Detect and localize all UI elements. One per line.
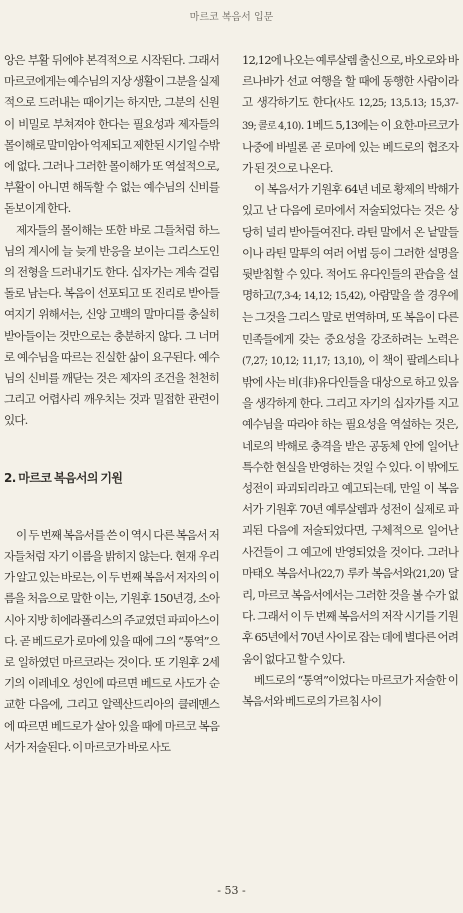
paragraph: 베드로의 “통역”이었다는 마르코가 저술한 이 복음서와 베드로의 가르침 사이	[242, 672, 458, 709]
right-column	[242, 50, 458, 712]
running-header: 마르코 복음서 입문	[189, 12, 274, 23]
paragraph-text: , 아람말을 쓸 경우에는 그것을 그리스 말로 번역하며, 또 복음이 다른 민족들에게 갖는 중요성을 강조하려는 노력은	[242, 288, 458, 346]
paragraph: 제자들의 몰이해는 또한 바로 그들처럼 하느님의 계시에 늘 늦게 반응을 보이는 그리스도인의 전형을 드러내기도 한다. 십자가는 계속 걸림돌로 남는다. 복음이 선포되고 또 진리로 받아들여지기 위해서는, 신앙 고백의 말마디를 충실히 받아들이는 것만으로는 충분하지 않다. 그 너머로 예수님을 따르는 진실한 삶이 요구된다. 예수님의 신비를 깨닫는 것은 제자의 조건을 천천히 그리고 어렵사리 깨우치는 것과 밀접한 관련이 있다.	[4, 222, 219, 428]
scripture-citation: (22,7)	[317, 568, 344, 580]
paragraph	[242, 179, 458, 670]
paragraph: 이 두 번째 복음서를 쓴 이 역시 다른 복음서 저자들처럼 자기 이름을 밝히지 않는다. 현재 우리가 알고 있는 바로는, 이 두 번째 복음서 저자의 이름을 처음으로 말한 이는, 기원후 150년경, 소아시아 지방 히에라폴리스의 주교였던 파피아스이다. 곧 베드로가 로마에 있을 때에 그의 “통역”으로 일하였던 마르코라는 것이다. 또 기원후 2세기의 이레네오 성인에 따르면 베드로 사도가 순교한 다음에, 그리고 알렉산드리아의 클레멘스에 따르면 베드로가 살아 있을 때에 마르코 복음서가 저술된다. 이 마르코가 바로 사도	[4, 527, 219, 754]
paragraph-text: 달리, 마르코 복음서에서는 그러한 것을 볼 수가 없다. 그래서 이 두 번째 복음서의 저작 시기를 기원후 65년에서 70년 사이로 잡는 데에 별다른 어려움이 없다고 할 수 있다.	[242, 565, 459, 666]
scripture-citation: (7,3-4; 14,12; 15,42)	[272, 291, 363, 303]
paragraph: 앙은 부활 뒤에야 본격적으로 시작된다. 그래서 마르코에게는 예수님의 지상 생활이 그분을 실제적으로 드러내는 때이기는 하지만, 그분의 신원이 비밀로 부쳐져야 한다는 필요성과 제자들의 몰이해로 말미암아 억제되고 제한된 시기일 수밖에 없다. 그러나 그러한 몰이해가 또 역설적으로, 부활이 아니면 해독할 수 없는 예수님의 신비를 돋보이게 한다.	[4, 53, 219, 216]
section-heading: 2. 마르코 복음서의 기원	[4, 470, 123, 485]
page-number: - 53 -	[217, 884, 246, 897]
paragraph-text: 이 복음서가 기원후 64년 네로 황제의 박해가 있고 난 다음에 로마에서 저술되었다는 것은 상당히 널리 받아들여진다. 라틴 말에서 온 낱말들이나 라틴 말투의 여러 어법 등이 그러한 설명을 뒷받침할 수 있다. 적어도 유다인들의 관습을 설명하고	[242, 182, 458, 303]
scripture-citation: (21,20)	[412, 568, 445, 580]
paragraph-text: , 이 책이 팔레스티나 밖에 사는 비(非)유다인들을 대상으로 하고 있음을 생각하게 한다. 그리고 자기의 십자가를 지고 예수님을 따라야 하는 필요성을 역설하는 것은, 네로의 박해로 충격을 받은 공동체 안에 일어난 특수한 현실을 반영하는 것일 수 있다. 이 밖에도 성전이 파괴되리라고 예고되는데, 만일 이 복음서가 기원후 70년 예루살렘과 성전이 실제로 파괴된 다음에 저술되었다면, 구체적으로 일어난 사건들이 그 예고에 반영되었을 것이다. 그러나 마태오 복음서나	[242, 352, 458, 580]
left-column	[4, 50, 219, 758]
paragraph-text: 루카 복음서와	[343, 565, 413, 580]
scripture-citation: (사도 12,25; 13,5.13; 15,37-39; 콜로 4,10)	[242, 98, 458, 132]
paragraph-text: . 1베드 5,13에는 이 요한-마르코가 나중에 바빌론 곧 로마에 있는 베드로의 협조자가 된 것으로 나온다.	[242, 117, 458, 176]
paragraph-text: 12,12에 나오는 예루살렘 출신으로, 바오로와 바르나바가 선교 여행을 할 때에 동행한 사람이라고 생각하기도 한다	[242, 53, 458, 110]
paragraph	[242, 50, 458, 179]
scripture-citation: (7,27; 10,12; 11,17; 13,10)	[242, 355, 362, 367]
